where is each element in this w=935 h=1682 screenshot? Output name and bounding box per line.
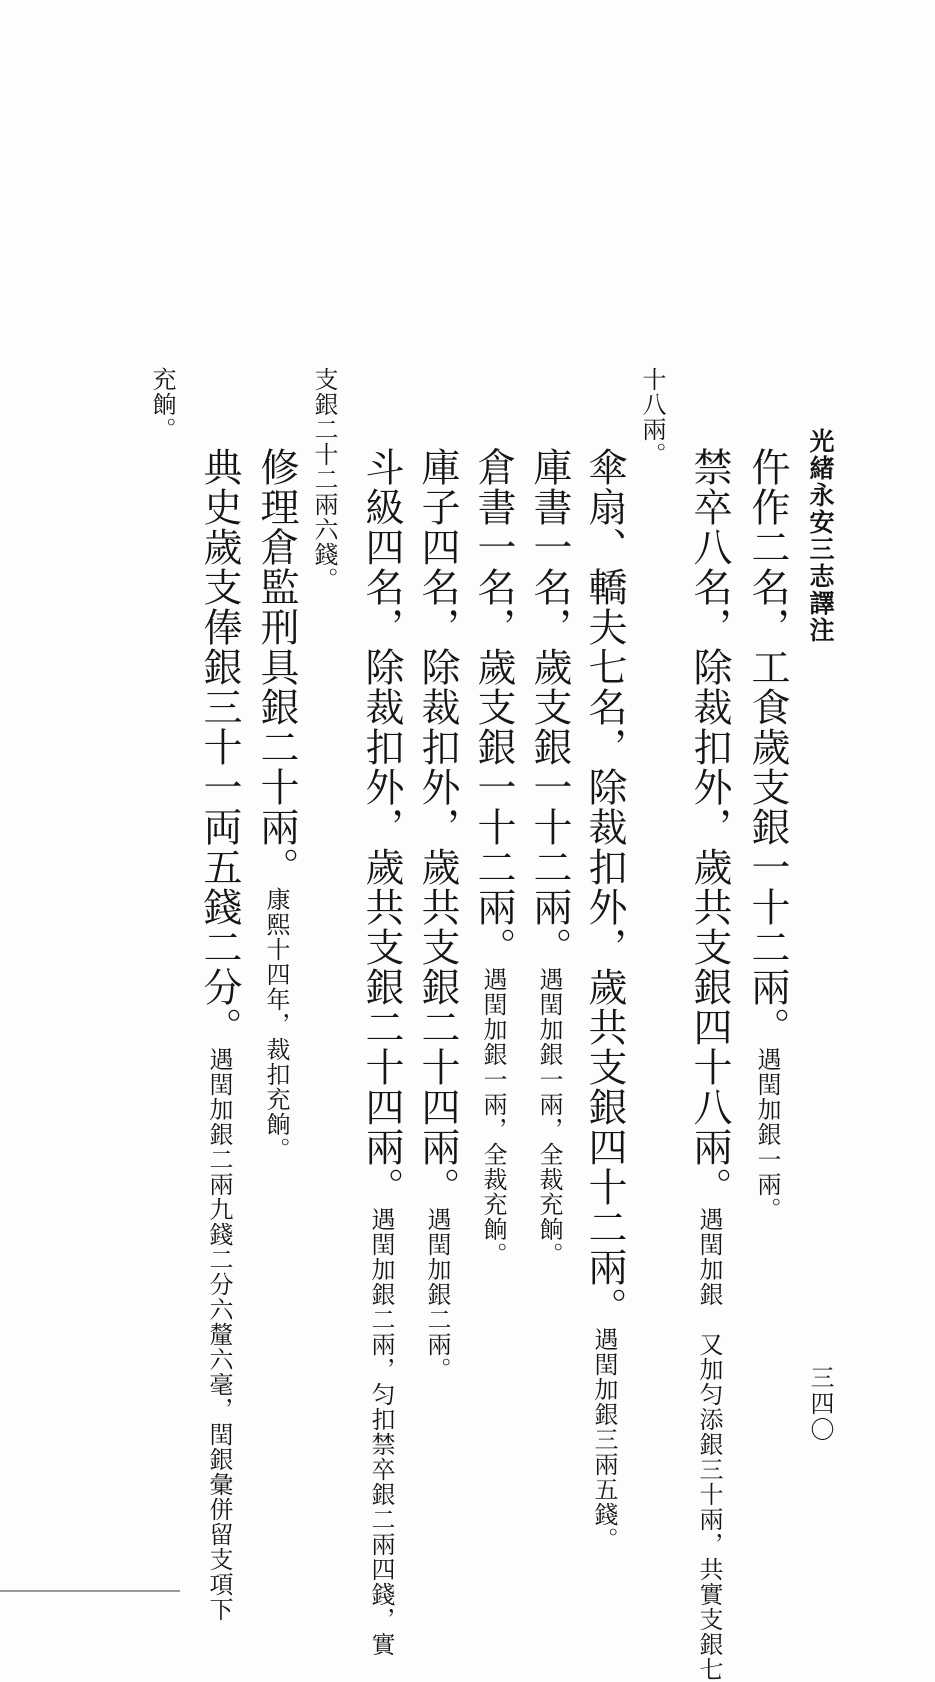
book-title: 光緒永安三志譯注: [806, 428, 835, 644]
column-11-note: 遇閏加銀二兩九錢二分六釐六毫，閏銀彙併留支項下: [205, 1047, 233, 1622]
text-column-1: [745, 447, 790, 1222]
scan-edge-rule: [0, 1590, 180, 1592]
text-column-7: [415, 447, 460, 1382]
column-10-note: 康熙十四年，裁扣充餉。: [262, 887, 290, 1162]
column-3-note: 十八兩。: [638, 367, 666, 467]
column-4-main: 傘扇、轎夫七名，除裁扣外，歲共支銀四十二兩。: [582, 447, 627, 1327]
text-column-11: [197, 447, 242, 1622]
text-column-4: [582, 447, 627, 1552]
page-number: 三四〇: [806, 1365, 834, 1443]
text-column-5: [527, 447, 572, 1267]
column-2-main: 禁卒八名，除裁扣外，歲共支銀四十八兩。: [687, 447, 732, 1207]
text-column-12: [150, 367, 174, 442]
column-1-note: 遇閏加銀一兩。: [753, 1047, 781, 1222]
column-7-note: 遇閏加銀二兩。: [423, 1207, 451, 1382]
column-11-main: 典史歲支俸銀三十一両五錢二分。: [197, 447, 242, 1047]
column-6-main: 倉書一名，歲支銀一十二兩。: [471, 447, 516, 967]
text-column-8: [359, 447, 404, 1657]
column-9-note: 支銀二十二兩六錢。: [310, 367, 338, 592]
column-8-main: 斗級四名，除裁扣外，歲共支銀二十四兩。: [359, 447, 404, 1207]
text-column-10: [254, 447, 299, 1162]
column-6-note: 遇閏加銀一兩，全裁充餉。: [479, 967, 507, 1267]
column-4-note: 遇閏加銀三兩五錢。: [590, 1327, 618, 1552]
text-column-6: [471, 447, 516, 1267]
text-column-9: [312, 367, 336, 592]
column-5-note: 遇閏加銀一兩，全裁充餉。: [535, 967, 563, 1267]
column-10-main: 修理倉監刑具銀二十兩。: [254, 447, 299, 887]
column-7-main: 庫子四名，除裁扣外，歲共支銀二十四兩。: [415, 447, 460, 1207]
column-8-note: 遇閏加銀二兩，匀扣禁卒銀二兩四錢，實: [367, 1207, 395, 1657]
column-2-note: 遇閏加銀 又加匀添銀三十兩，共實支銀七: [695, 1207, 723, 1682]
column-5-main: 庫書一名，歲支銀一十二兩。: [527, 447, 572, 967]
text-column-2: [687, 447, 732, 1682]
column-12-note: 充餉。: [148, 367, 176, 442]
column-1-main: 仵作二名，工食歲支銀一十二兩。: [745, 447, 790, 1047]
text-column-3: [640, 367, 664, 467]
